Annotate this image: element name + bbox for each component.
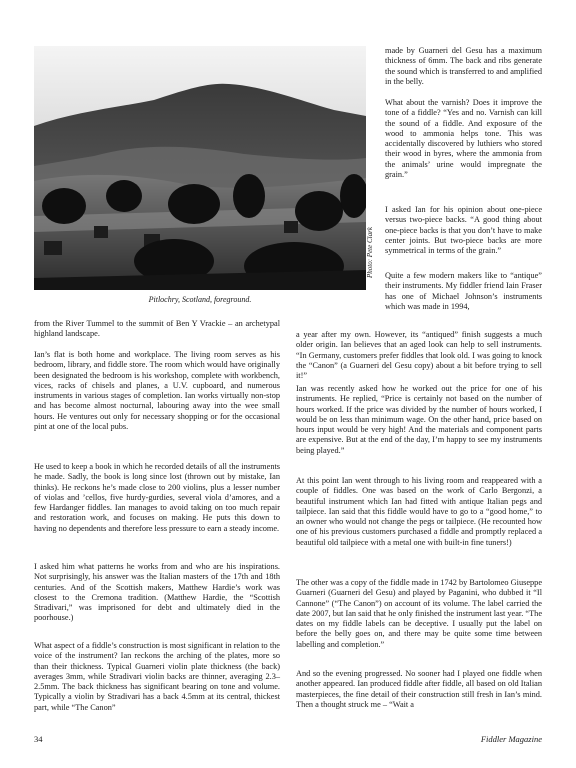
- article-paragraph: He used to keep a book in which he recorded details of all the instruments he made. Sadly, the book is long since lost (thrown out by mistake, Ian thinks). He reckons he’s made close to 200 violins, plus a lesser number of violas and ’cellos, five hurdy-gurdies, several viola d’amores, and a few Hardanger fiddles. Ian manages to avoid taking on too much repair and restoration work, and focuses on making. He puts this down to having no dependents and therefore less pressure to earn a steady income.: [34, 462, 280, 533]
- article-paragraph: What aspect of a fiddle’s construction is most significant in relation to the voice of the instrument? Ian reckons the arching of the plates, more so than their thickness. Typical Guarneri violin plate thickness (the back) averages 3mm, while Stradivari violin backs are thinner, averaging 2.3–2.5mm. The back thickness has significant bearing on tone and volume. Typically a violin by Stradivari has a back 4.5mm at its central, thickest part, while “The Canon”: [34, 641, 280, 712]
- article-paragraph: Quite a few modern makers like to “antique” their instruments. My fiddler friend Iain Fraser has one of Michael Johnson’s instruments which was made in 1994,: [385, 271, 542, 311]
- photo-credit: Photo: Pete Clark: [366, 227, 374, 278]
- article-paragraph: Ian was recently asked how he worked out the price for one of his instruments. He replied, “Price is certainly not based on the number of hours worked. If the price was divided by the number of hours worked, I would be on less than minimum wage. On the other hand, price based on hours input would be very high! And the materials and component parts are expensive. But at the end of the day, I’m happy to see my instruments being played.”: [296, 384, 542, 455]
- photo-illustration: [34, 46, 366, 290]
- magazine-name: Fiddler Magazine: [480, 734, 542, 744]
- article-paragraph: a year after my own. However, its “antiqued” finish suggests a much older origin. Ian believes that an aged look can help to sell instruments. “In Germany, customers prefer fiddles that look old. I was going to knock the “Canon” (a Guarneri del Gesu copy) about a bit before trying to sell it!”: [296, 330, 542, 381]
- page-number: 34: [34, 734, 43, 744]
- landscape-photo: [34, 46, 366, 290]
- photo-caption: Pitlochry, Scotland, foreground.: [148, 295, 252, 304]
- article-paragraph: Ian’s flat is both home and workplace. The living room serves as his bedroom, library, and fiddle store. The room which would have originally been designated the bedroom is his workshop, complete with workbench, vices, racks of chisels and planes, a U.V. cupboard, and numerous instruments in various stages of completion. Ian works virtually non-stop and has become almost nocturnal, labouring away into the wee small hours. He ventures out only for necessary shopping or for the occasional pint at one of the local pubs.: [34, 350, 280, 432]
- article-paragraph: What about the varnish? Does it improve the tone of a fiddle? “Yes and no. Varnish can kill the sound of a fiddle. And exposure of the wood to ammonia helps tone. This was accidentally discovered by luthiers who stored their wood in byres, where the ammonia from the animals’ urine would impregnate the grain.”: [385, 98, 542, 180]
- article-paragraph: made by Guarneri del Gesu has a maximum thickness of 6mm. The back and ribs generate the sound which is transferred to and amplified in the belly.: [385, 46, 542, 86]
- article-paragraph: I asked him what patterns he works from and who are his inspirations. Not surprisingly, his answer was the Italian masters of the 17th and 18th centuries. And of the Scottish makers, Matthew Hardie’s work was closest to the Cremona tradition. (Matthew Hardie, the “Scottish Stradivari,” was imprisoned for debt and ultimately died in the poorhouse.): [34, 562, 280, 623]
- article-paragraph: At this point Ian went through to his living room and reappeared with a couple of fiddles. One was based on the work of Carlo Bergonzi, a beautiful instrument which Ian had fitted with antique Italian pegs and tailpiece. Ian said that this fiddle would have to go to a “good home,” to an owner who would not change the pegs or tailpiece. (He recounted how one of his previous customers purchased a fiddle and promptly replaced a beautiful old tailpiece with a metal one with built-in fine tuners!): [296, 476, 542, 547]
- article-paragraph: And so the evening progressed. No sooner had I played one fiddle when another appeared. Ian produced fiddle after fiddle, all based on old Italian masterpieces, the fine detail of their construction still fresh in Ian’s mind. Then a thought struck me – “Wait a: [296, 669, 542, 709]
- article-paragraph: I asked Ian for his opinion about one-piece versus two-piece backs. “A good thing about one-piece backs is that you don’t have to make center joints. But two-piece backs are more symmetrical in terms of the grain.”: [385, 205, 542, 256]
- article-paragraph: from the River Tummel to the summit of Ben Y Vrackie – an archetypal highland landscape.: [34, 319, 280, 339]
- article-paragraph: The other was a copy of the fiddle made in 1742 by Bartolomeo Giuseppe Guarneri (Guarneri del Gesu) and played by Paganini, who dubbed it “Il Cannone” (“The Canon”) on account of its volume. The label carried the date 2007, but Ian said that he only finished the instrument last year. “The dates on my fiddle labels can be deceptive. I usually put the label on before the belly goes on, and there may be quite some time between labelling and completion.”: [296, 578, 542, 649]
